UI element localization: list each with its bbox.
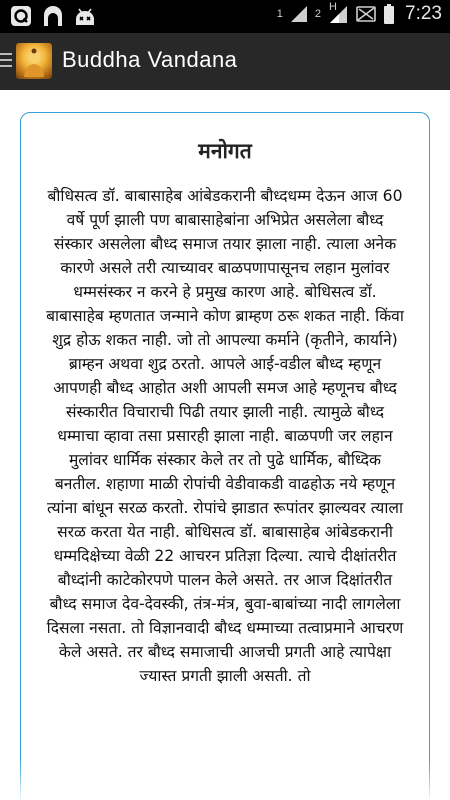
scroll-fade <box>0 760 450 800</box>
sim2-label: 2 <box>314 8 322 20</box>
article-body: बौधिसत्व डॉ. बाबासाहेब आंबेडकरानी बौध्दधम्म देऊन आज 60 वर्षे पूर्ण झाली पण बाबासाहेबांना अभिप्रेत असलेला बौध्द संस्कार असलेला बौध्द समाज तयार झाला नाही. त्याला अनेक कारणे असले तरी त्याच्यावर बाळपणापासूनच लहान मुलांवर धम्मसंस्कर न करने हे प्रमुख कारण आहे. बोधिसत्व डॉ. बाबासाहेब म्हणतात जन्माने कोण ब्राम्हण ठरू शकत नाही. किंवा शुद्र होऊ शकत नाही. जो तो आपल्या कर्माने (कृतीने, कार्याने) ब्राम्हन अथवा शुद्र ठरतो. आपले आई-वडील बौध्द म्हणून आपणही बौध्द आहोत अशी आपली समज आहे म्हणूनच बौध्द संस्कारीत विचाराची पिढी तयार झाली नाही. त्यामुळे बौध्द धम्माचा व्हावा तसा प्रसारही झाला नाही. बाळपणी जर लहान मुलांवर धार्मिक संस्कार केले तर तो पुढे धार्मिक, बौध्दिक बनतील. शहाणा माळी रोपांची वेडीवाकडी वाढहोऊ नये म्हणून त्यांना बांधून सरळ करतो. रोपांचे झाडात रूपांतर झाल्यवर त्याला सरळ करता येत नाही. बोधिसत्व डॉ. बाबासाहेब आंबेडकरानी धम्मदिक्षेच्या वेळी 22 आचरन प्रतिज्ञा दिल्या. त्याचे दीक्षांतरीत बौध्दांनी काटेकोरपणे पालन केले असते. तर आज दिक्षांतरीत बौध्द समाज देव-देवस्की, तंत्र-मंत्र, बुवा-बाबांच्या नादी लागलेला दिसला नसता. तो विज्ञानवादी बौध्द धम्माच्या तत्वाप्रमाने आचरण केले असते. तर बौध्द समाजाची आजची प्रगती आहे त्यापेक्षा ज्यास्त प्रगती झाली असती. तो <box>46 187 404 685</box>
app-bar <box>0 33 450 90</box>
battery-icon <box>383 3 395 25</box>
status-bar <box>0 0 450 33</box>
q-app-icon <box>10 5 32 27</box>
content-scroll-area[interactable] <box>0 90 450 800</box>
buddha-app-icon <box>16 43 52 79</box>
nav-drawer-button[interactable] <box>0 33 58 90</box>
signal-icon-2 <box>327 3 349 25</box>
notification-icons <box>10 5 96 27</box>
article-card <box>20 112 430 800</box>
system-status <box>277 3 442 25</box>
signal-icon <box>289 4 309 24</box>
app-title: Buddha Vandana <box>62 47 238 72</box>
android-icon <box>74 5 96 27</box>
article-heading: मनोगत <box>198 139 252 163</box>
ghost-icon <box>42 5 64 27</box>
sim1-label: 1 <box>276 8 283 20</box>
network-type-label: H <box>329 1 337 13</box>
hamburger-icon <box>0 53 12 69</box>
clock: 7:23 <box>405 3 442 24</box>
no-sim-icon <box>355 4 377 24</box>
